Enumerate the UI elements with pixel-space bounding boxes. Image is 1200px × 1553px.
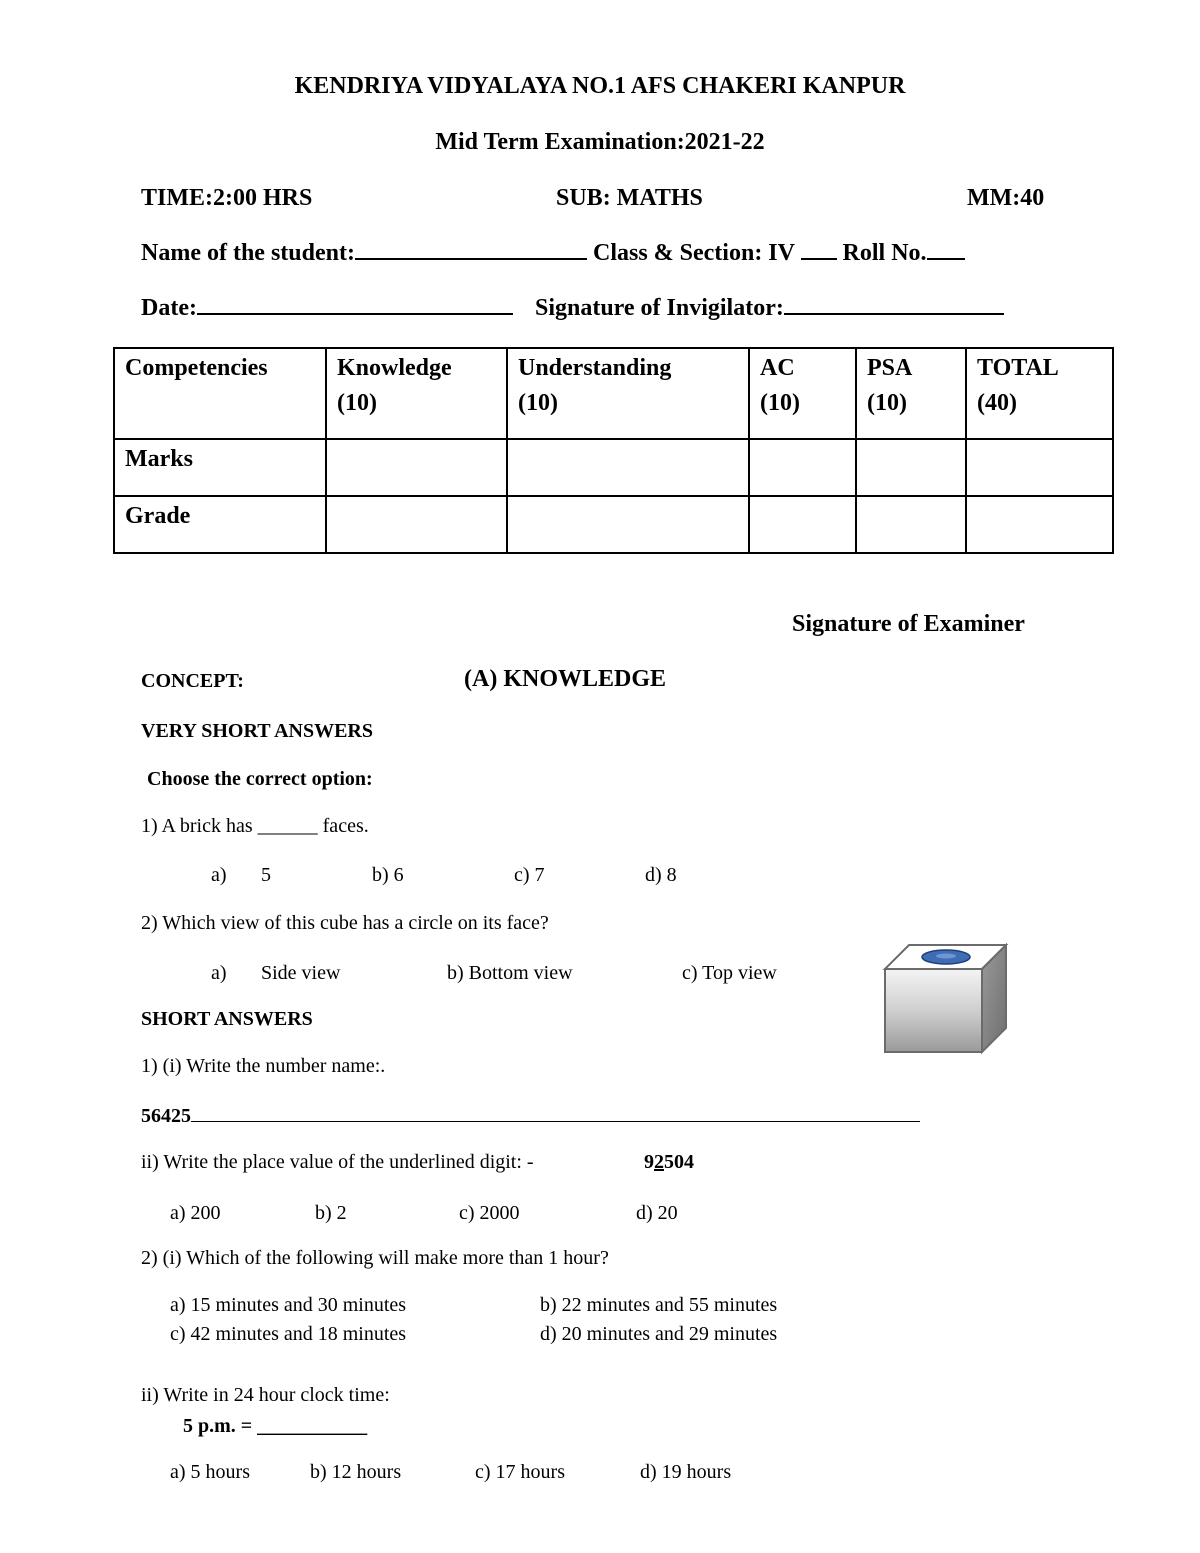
school-name: KENDRIYA VIDYALAYA NO.1 AFS CHAKERI KANPUR: [294, 73, 906, 99]
header-ac: AC (10): [749, 348, 856, 439]
row-label-grade: Grade: [114, 496, 326, 553]
student-info-row: [141, 240, 965, 267]
marks-ac-cell[interactable]: [749, 439, 856, 496]
choose-instruction: Choose the correct option:: [147, 768, 373, 790]
header-psa: PSA (10): [856, 348, 966, 439]
date-label: Date:: [141, 295, 197, 321]
table-header-row: [114, 348, 1113, 439]
header-total: TOTAL (40): [966, 348, 1113, 439]
roll-label: Roll No.: [842, 240, 927, 266]
sq2-ii-text: ii) Write in 24 hour clock time:: [141, 1384, 390, 1406]
sq2-option-c[interactable]: c) 42 minutes and 18 minutes: [170, 1323, 407, 1345]
section-title: (A) KNOWLEDGE: [464, 666, 667, 692]
q1-option-b[interactable]: b) 6: [372, 864, 404, 886]
header-knowledge: Knowledge (10): [326, 348, 507, 439]
sq1-text: 1) (i) Write the number name:.: [141, 1055, 386, 1077]
cube-with-circle-illustration: [880, 940, 1012, 1058]
marks-psa-cell[interactable]: [856, 439, 966, 496]
question-1: 1) A brick has ______ faces.: [141, 815, 369, 837]
sq1-option-c[interactable]: c) 2000: [459, 1202, 520, 1224]
q1-option-a-letter: a): [211, 864, 227, 886]
date-blank[interactable]: [197, 313, 513, 315]
q1-option-a[interactable]: 5: [261, 864, 271, 886]
header-competencies: Competencies: [114, 348, 326, 439]
marks-total-cell[interactable]: [966, 439, 1113, 496]
sq1-number: 56425: [141, 1105, 191, 1127]
exam-title: Mid Term Examination:2021-22: [435, 129, 765, 155]
name-blank[interactable]: [355, 258, 587, 260]
sq2-option-a[interactable]: a) 15 minutes and 30 minutes: [170, 1294, 407, 1316]
invigilator-blank[interactable]: [784, 313, 1004, 315]
grade-psa-cell[interactable]: [856, 496, 966, 553]
row-label-marks: Marks: [114, 439, 326, 496]
sq1-option-a[interactable]: a) 200: [170, 1202, 221, 1224]
table-row: [114, 496, 1113, 553]
table-row: [114, 439, 1113, 496]
sq1-number-row: [141, 1105, 920, 1128]
concept-label: CONCEPT:: [141, 670, 244, 692]
short-answers-heading: SHORT ANSWERS: [141, 1008, 313, 1030]
time-label: TIME:2:00 HRS: [141, 185, 313, 211]
grade-understanding-cell[interactable]: [507, 496, 749, 553]
grade-ac-cell[interactable]: [749, 496, 856, 553]
sq1-ii-text: ii) Write the place value of the underlined digit: -: [141, 1151, 534, 1173]
sq2-option-d[interactable]: d) 20 minutes and 29 minutes: [540, 1323, 778, 1345]
header-understanding: Understanding (10): [507, 348, 749, 439]
invigilator-label: Signature of Invigilator:: [534, 295, 784, 321]
grade-knowledge-cell[interactable]: [326, 496, 507, 553]
sq2-ii-prompt: 5 p.m. = ___________: [183, 1415, 368, 1437]
max-marks-label: MM:40: [967, 185, 1045, 211]
roll-blank[interactable]: [927, 258, 965, 260]
underlined-digit: 2: [654, 1151, 664, 1173]
very-short-heading: VERY SHORT ANSWERS: [141, 720, 373, 742]
date-row: [141, 295, 1004, 322]
sq1-option-b[interactable]: b) 2: [315, 1202, 347, 1224]
q2-option-a-letter: a): [211, 962, 227, 984]
question-2: 2) Which view of this cube has a circle on its face?: [141, 912, 549, 934]
name-label: Name of the student:: [141, 240, 355, 266]
grade-total-cell[interactable]: [966, 496, 1113, 553]
sq2-option-b[interactable]: b) 22 minutes and 55 minutes: [540, 1294, 778, 1316]
sq1-option-d[interactable]: d) 20: [636, 1202, 678, 1224]
sq2-ii-option-b[interactable]: b) 12 hours: [310, 1461, 402, 1483]
sq2-ii-option-a[interactable]: a) 5 hours: [170, 1461, 250, 1483]
marks-understanding-cell[interactable]: [507, 439, 749, 496]
sq2-ii-option-d[interactable]: d) 19 hours: [640, 1461, 732, 1483]
sq2-ii-option-c[interactable]: c) 17 hours: [475, 1461, 565, 1483]
q2-option-b[interactable]: b) Bottom view: [447, 962, 573, 984]
sq2-text: 2) (i) Which of the following will make more than 1 hour?: [141, 1247, 609, 1269]
q1-option-d[interactable]: d) 8: [645, 864, 677, 886]
marks-knowledge-cell[interactable]: [326, 439, 507, 496]
number-name-blank[interactable]: [191, 1121, 920, 1122]
section-blank[interactable]: [801, 258, 837, 260]
q1-option-c[interactable]: c) 7: [514, 864, 545, 886]
q2-option-a[interactable]: Side view: [261, 962, 341, 984]
class-label: Class & Section: IV: [592, 240, 795, 266]
place-value-number: 92504: [644, 1151, 694, 1173]
q2-option-c[interactable]: c) Top view: [682, 962, 777, 984]
examiner-signature: Signature of Examiner: [792, 611, 1025, 637]
subject-label: SUB: MATHS: [556, 185, 703, 211]
competency-table: [113, 347, 1114, 554]
